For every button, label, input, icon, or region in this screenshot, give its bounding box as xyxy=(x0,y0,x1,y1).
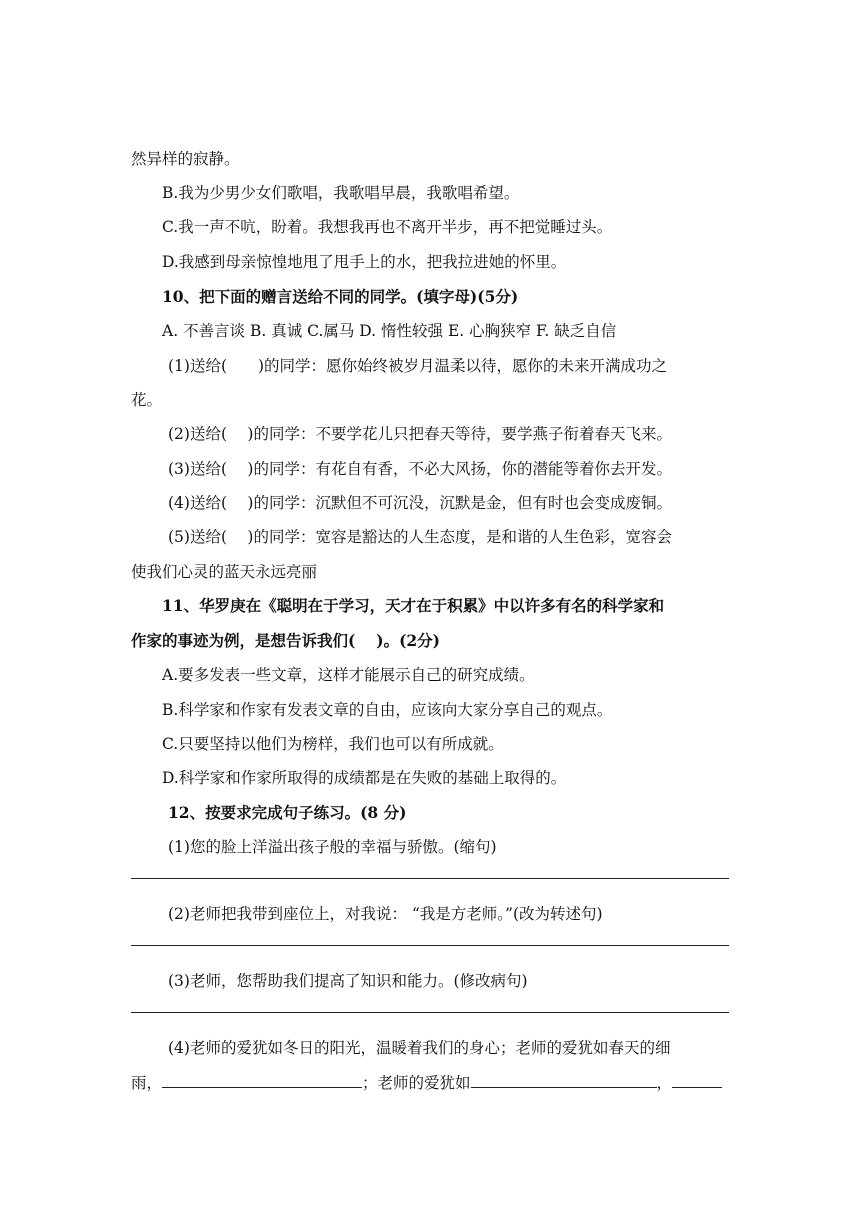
q10-item-1-text: (1)送给( )的同学：愿你始终被岁月温柔以待，愿你的未来开满成功之 xyxy=(168,357,668,375)
answer-line-1[interactable] xyxy=(131,878,729,879)
q11-option-c: C.只要坚持以他们为榜样，我们也可以有所成就。 xyxy=(162,735,504,753)
q11-option-d: D.科学家和作家所取得的成绩都是在失败的基础上取得的。 xyxy=(162,769,567,787)
q10-item-3: (3)送给( )的同学：有花自有香，不必大风扬，你的潜能等着你去开发。 xyxy=(168,460,672,478)
q12-s4-comma: ， xyxy=(656,1074,673,1092)
answer-line-2[interactable] xyxy=(131,945,729,946)
fill-blank-2[interactable] xyxy=(471,1071,657,1088)
q12-title: 12、按要求完成句子练习。(8 分) xyxy=(168,803,407,822)
q10-title: 10、把下面的赠言送给不同的同学。(填字母)(5分) xyxy=(162,287,519,306)
q10-item-4: (4)送给( )的同学：沉默但不可沉没，沉默是金，但有时也会变成废铜。 xyxy=(168,494,672,512)
q10-choices: A. 不善言谈 B. 真诚 C.属马 D. 惰性较强 E. 心胸狭窄 F. 缺乏自信 xyxy=(162,322,617,340)
q12-sentence-4: (4)老师的爱犹如冬日的阳光，温暖着我们的身心；老师的爱犹如春天的细 xyxy=(168,1039,671,1057)
q9-option-a-continuation: 然异样的寂静。 xyxy=(131,150,240,168)
q10-item-5: (5)送给( )的同学：宽容是豁达的人生态度，是和谐的人生色彩，宽容会 xyxy=(168,528,672,546)
q12-s4-lead: 雨， xyxy=(131,1074,163,1092)
fill-blank-3[interactable] xyxy=(672,1071,722,1088)
q11-title: 11、华罗庚在《聪明在于学习，天才在于积累》中以许多有名的科学家和 xyxy=(162,596,665,615)
q11-title-continuation: 作家的事迹为例，是想告诉我们( )。(2分) xyxy=(131,631,441,650)
answer-line-3[interactable] xyxy=(131,1012,729,1013)
q11-option-b: B.科学家和作家有发表文章的自由，应该向大家分享自己的观点。 xyxy=(162,701,613,719)
q9-option-c: C.我一声不吭，盼着。我想我再也不离开半步，再不把觉睡过头。 xyxy=(162,218,613,236)
q12-sentence-3: (3)老师，您帮助我们提高了知识和能力。(修改病句) xyxy=(168,972,528,990)
q9-option-b: B.我为少男少女们歌唱，我歌唱早晨，我歌唱希望。 xyxy=(162,184,520,202)
q9-option-d: D.我感到母亲惊惶地甩了甩手上的水，把我拉进她的怀里。 xyxy=(162,253,567,271)
q12-s4-mid: ；老师的爱犹如 xyxy=(362,1074,471,1092)
q11-option-a: A.要多发表一些文章，这样才能展示自己的研究成绩。 xyxy=(162,666,535,684)
q12-sentence-2: (2)老师把我带到座位上，对我说： “我是方老师。”(改为转述句) xyxy=(168,905,603,923)
q12-sentence-1: (1)您的脸上洋溢出孩子般的幸福与骄傲。(缩句) xyxy=(168,838,497,856)
q12-sentence-4-continuation xyxy=(131,1071,729,1094)
q10-item-5-continuation: 使我们心灵的蓝天永远亮丽 xyxy=(131,563,318,581)
q10-item-1-continuation: 花。 xyxy=(131,391,163,409)
fill-blank-1[interactable] xyxy=(162,1071,362,1088)
q10-item-1 xyxy=(168,355,729,377)
q10-item-2: (2)送给( )的同学：不要学花儿只把春天等待，要学燕子衔着春天飞来。 xyxy=(168,425,672,443)
